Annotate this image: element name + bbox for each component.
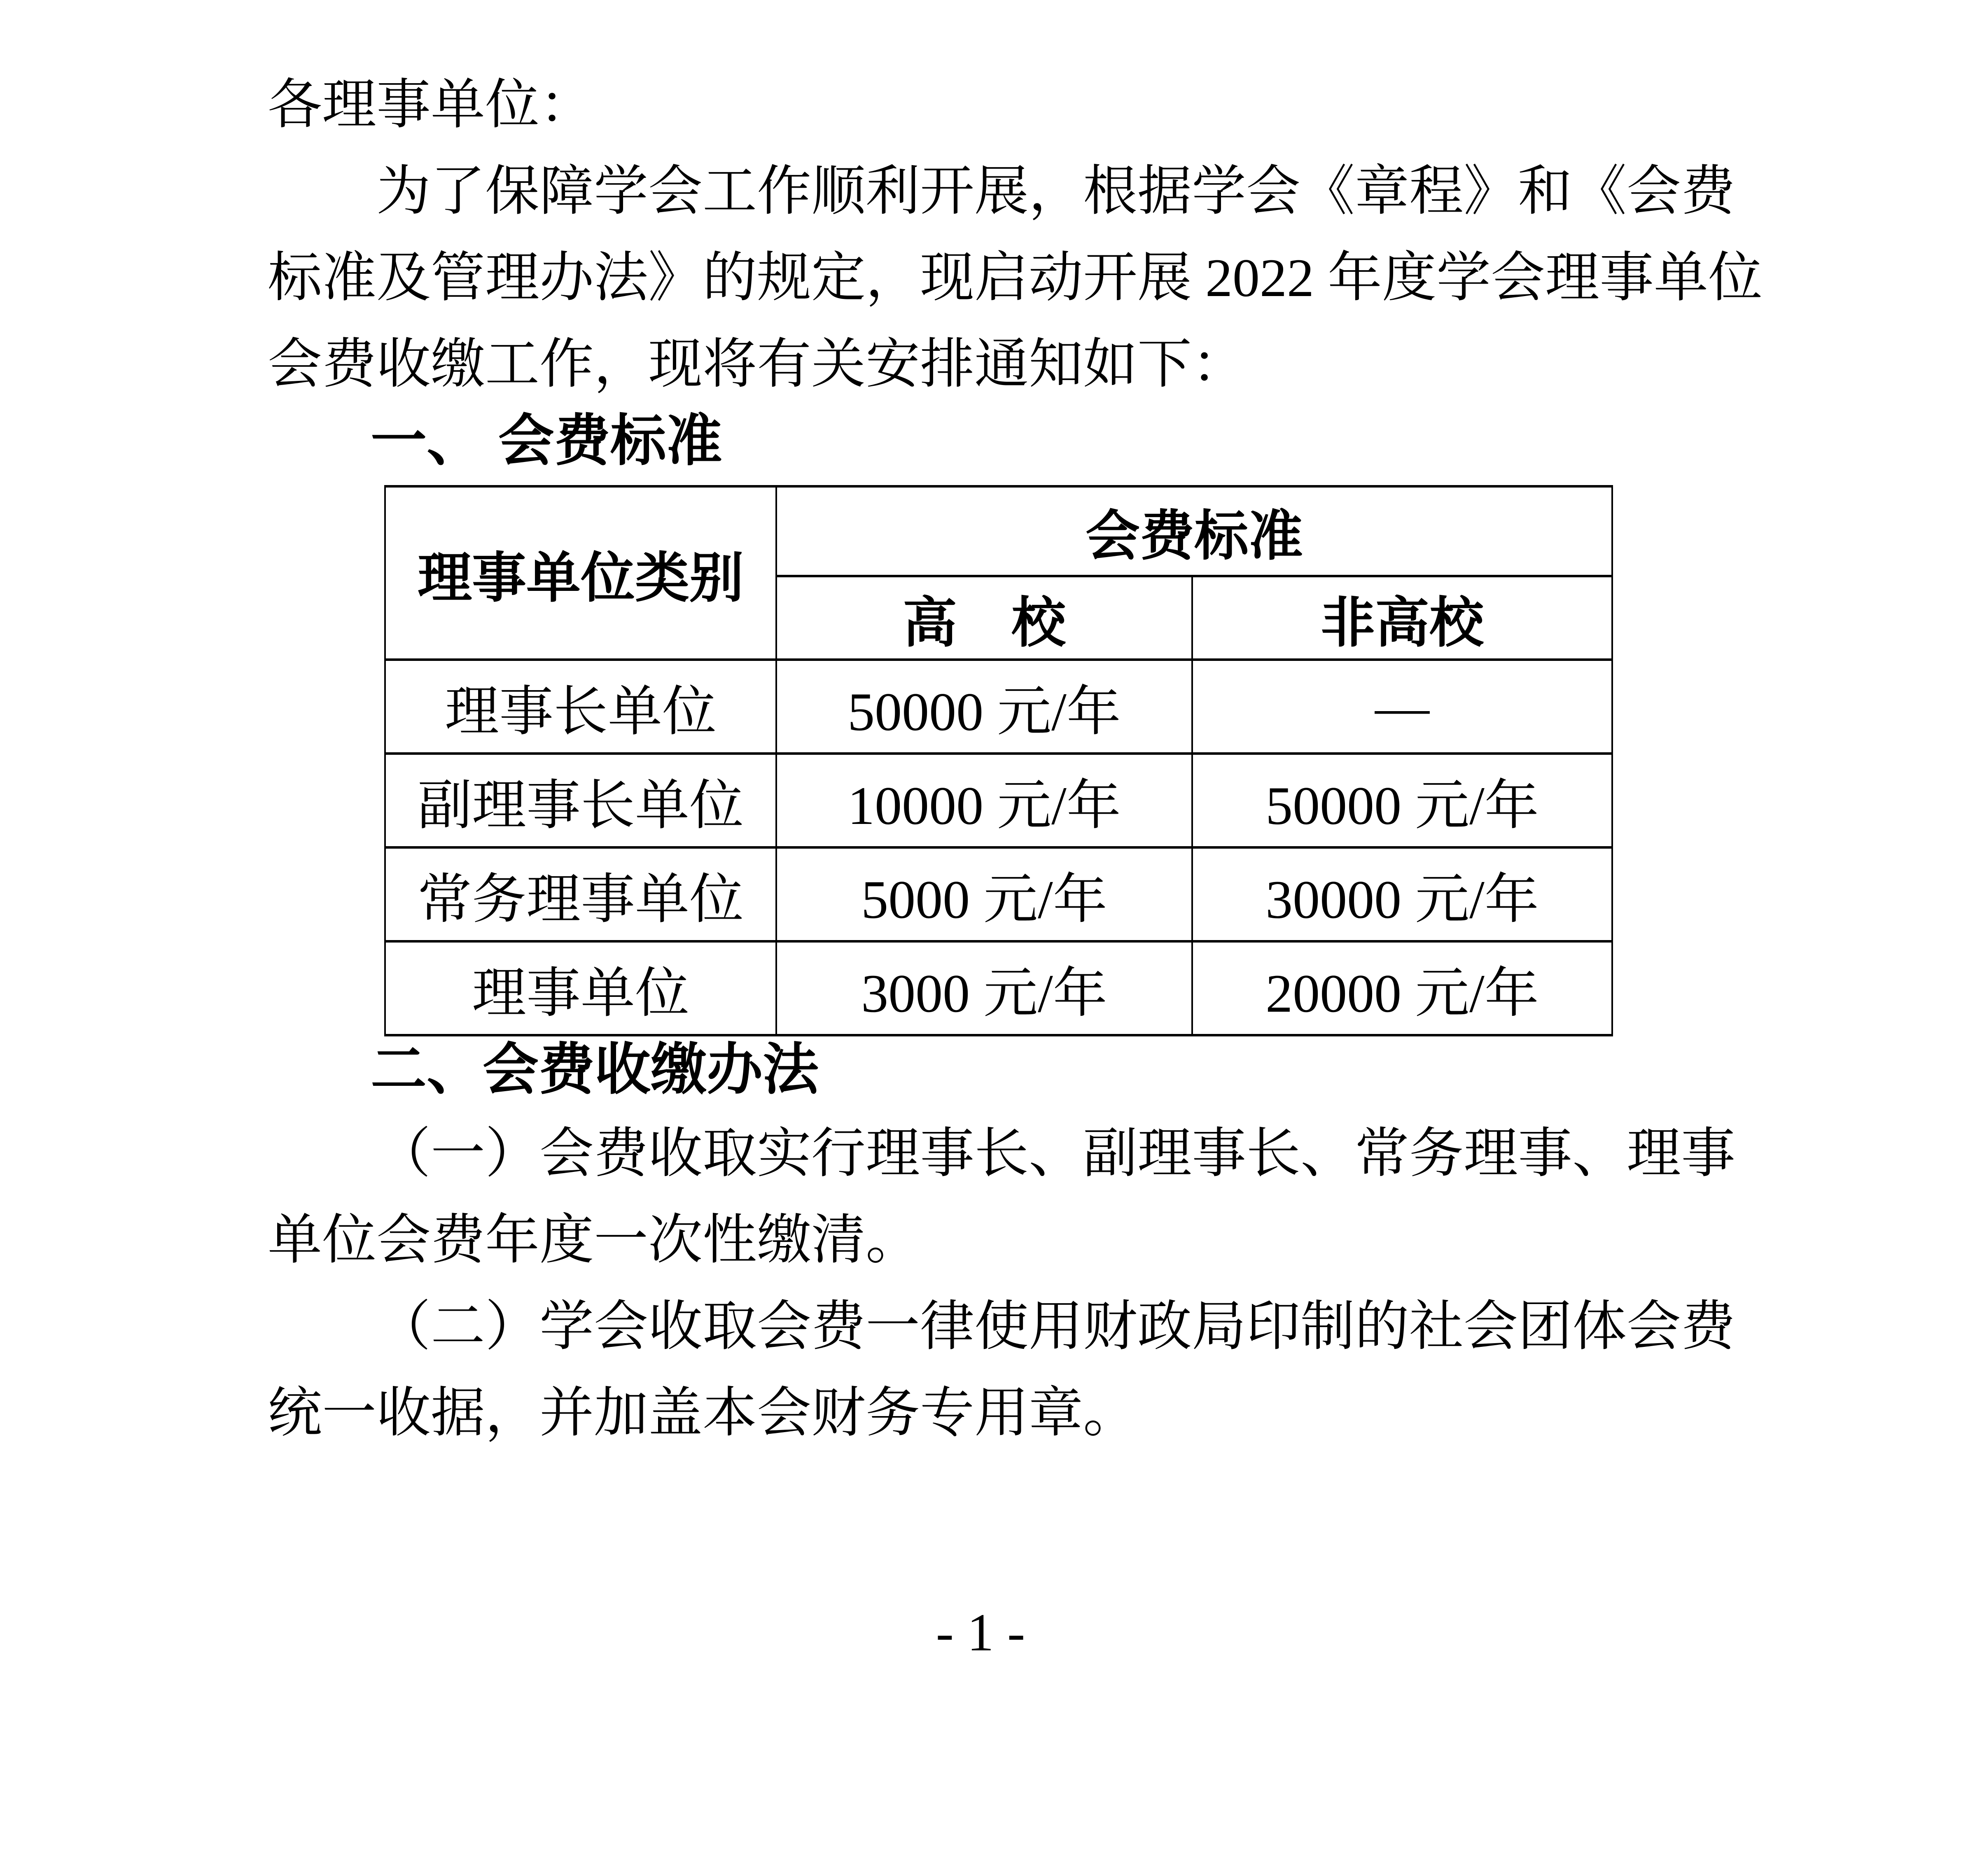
non-university-fee-cell: 20000 元/年 [1192,941,1612,1035]
table-header-row [385,486,1612,576]
university-fee-cell: 5000 元/年 [776,847,1192,941]
category-cell: 常务理事单位 [385,847,776,941]
university-fee-cell: 50000 元/年 [776,660,1192,754]
category-cell: 理事单位 [385,941,776,1035]
collection-paragraph-2 [268,1283,1796,1456]
paragraph-line: 统一收据，并加盖本会财务专用章。 [268,1383,1137,1443]
table-row [385,847,1612,941]
paragraph-line: 单位会费年度一次性缴清。 [268,1210,920,1270]
category-header-cell: 理事单位类别 [385,486,776,660]
intro-line: 会费收缴工作，现将有关安排通知如下： [268,334,1246,394]
page-number: - 1 - [936,1603,1025,1662]
university-subheader-cell: 高 校 [776,576,1192,660]
university-fee-cell: 10000 元/年 [776,754,1192,847]
intro-paragraph [268,148,1796,408]
table-row [385,941,1612,1035]
non-university-fee-cell: — [1192,660,1612,754]
category-cell: 副理事长单位 [385,754,776,847]
non-university-subheader-cell: 非高校 [1192,576,1612,660]
salutation: 各理事单位： [268,75,594,135]
fee-standard-header-cell: 会费标准 [776,486,1612,576]
university-fee-cell: 3000 元/年 [776,941,1192,1035]
section2-heading: 二、会费收缴办法 [371,1038,819,1101]
paragraph-line: （二）学会收取会费一律使用财政局印制的社会团体会费 [376,1296,1735,1357]
intro-line: 为了保障学会工作顺利开展，根据学会《章程》和《会费 [376,161,1735,222]
category-cell: 理事长单位 [385,660,776,754]
section1-heading: 一、 会费标准 [371,409,722,472]
non-university-fee-cell: 30000 元/年 [1192,847,1612,941]
collection-paragraph-1 [268,1111,1796,1283]
document-content [268,62,1796,1456]
table-row [385,754,1612,847]
table-row [385,660,1612,754]
intro-line: 标准及管理办法》的规定，现启动开展 2022 年度学会理事单位 [268,247,1763,308]
fee-table [384,485,1613,1036]
paragraph-line: （一）会费收取实行理事长、副理事长、常务理事、理事 [376,1123,1735,1184]
non-university-fee-cell: 50000 元/年 [1192,754,1612,847]
